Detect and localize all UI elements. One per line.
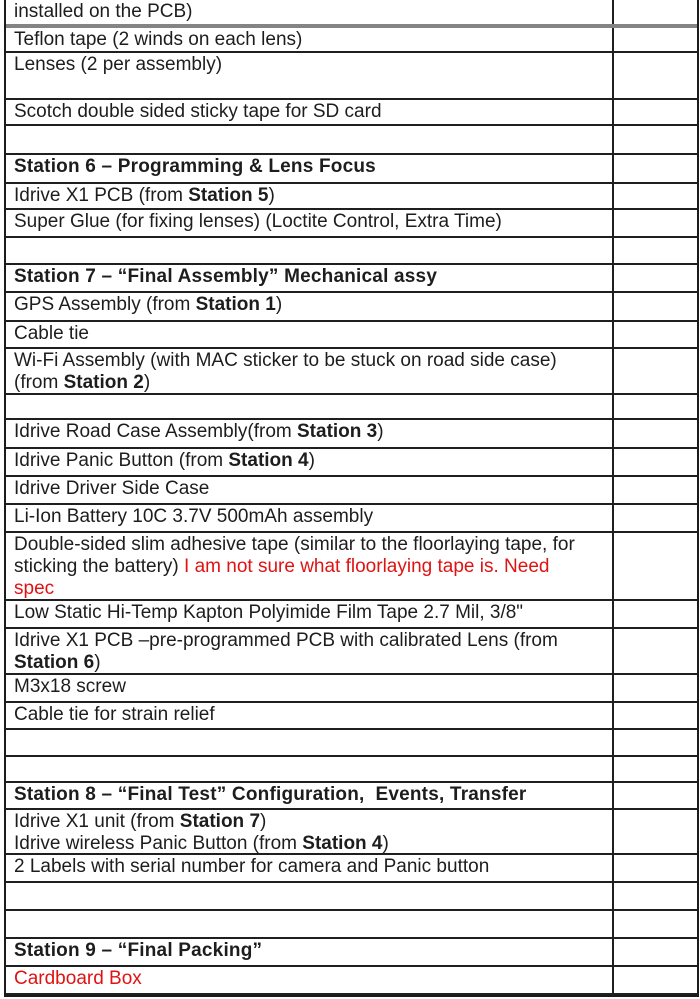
check-cell (614, 601, 697, 627)
plain-text: ) (94, 652, 101, 673)
bold-text: Station 6 – Programming & Lens Focus (14, 156, 376, 177)
section-header-cell (6, 155, 614, 182)
table-row (6, 601, 697, 629)
check-cell (614, 505, 697, 531)
text-line (14, 968, 606, 990)
text-line (14, 294, 606, 316)
plain-text: Idrive X1 unit (from (14, 811, 180, 832)
plain-text: ) (275, 294, 283, 315)
text-line (14, 940, 606, 962)
text-line (14, 101, 606, 123)
text-line (14, 372, 606, 393)
item-cell (6, 810, 614, 853)
table-row (6, 730, 697, 757)
item-cell (6, 0, 614, 24)
check-cell (614, 757, 697, 781)
plain-text: Teflon tape (2 winds on each lens) (14, 29, 303, 50)
item-cell (6, 126, 614, 153)
item-cell (6, 911, 614, 937)
text-line (14, 350, 606, 372)
plain-text: ) (382, 833, 389, 853)
text-line (14, 784, 606, 806)
table-row (6, 939, 697, 967)
bold-text: Station 1 (195, 294, 276, 315)
item-cell (6, 28, 614, 51)
table-row (6, 238, 697, 265)
item-cell (6, 883, 614, 909)
table-row (6, 322, 697, 349)
text-line (14, 856, 606, 878)
plain-text: ) (260, 811, 267, 832)
text-line (14, 450, 606, 472)
plain-text: Wi-Fi Assembly (with MAC sticker to be stuck on road side case) (14, 350, 557, 371)
check-cell (614, 53, 697, 98)
item-cell (6, 533, 614, 599)
plain-text: M3x18 screw (14, 676, 126, 697)
check-cell (614, 155, 697, 182)
bold-text: Station 3 (297, 421, 378, 442)
plain-text: 2 Labels with serial number for camera and Panic button (14, 856, 490, 877)
check-cell (614, 126, 697, 153)
text-line (14, 630, 606, 652)
check-cell (614, 855, 697, 881)
text-line (14, 534, 606, 556)
check-cell (614, 939, 697, 965)
text-line (14, 704, 606, 726)
plain-text: Cable tie for strain relief (14, 704, 215, 725)
bold-text: Station 6 (14, 652, 95, 673)
text-line (14, 652, 606, 673)
item-cell (6, 967, 614, 993)
text-line (14, 1, 606, 23)
table-row (6, 100, 697, 126)
table-row (6, 855, 697, 883)
text-line (14, 54, 606, 76)
table-row (6, 703, 697, 730)
table-row (6, 293, 697, 322)
plain-text: sticking the battery) (14, 556, 185, 577)
plain-text: Lenses (2 per assembly) (14, 54, 223, 75)
check-cell (614, 477, 697, 503)
table-row (6, 395, 697, 420)
bold-text: Station 7 – “Final Assembly” Mechanical assy (14, 266, 438, 287)
text-line (14, 323, 606, 345)
section-header-cell (6, 939, 614, 965)
text-line (14, 421, 606, 443)
table-row (6, 810, 697, 855)
check-cell (614, 449, 697, 475)
check-cell (614, 100, 697, 124)
text-line (14, 556, 606, 578)
check-cell (614, 703, 697, 728)
check-cell (614, 883, 697, 909)
bold-text: Station 4 (228, 450, 309, 471)
item-cell (6, 601, 614, 627)
table-row (6, 126, 697, 155)
check-cell (614, 730, 697, 755)
parts-table (4, 0, 699, 997)
item-cell (6, 53, 614, 98)
text-line (14, 29, 606, 51)
table-row (6, 629, 697, 675)
red-note-text: spec (14, 578, 55, 599)
table-row (6, 28, 697, 53)
table-row (6, 184, 697, 210)
check-cell (614, 629, 697, 673)
plain-text: Idrive X1 PCB –pre-programmed PCB with calibrated Lens (from (14, 630, 558, 651)
plain-text: Idrive X1 PCB (from (14, 185, 189, 206)
plain-text: Low Static Hi-Temp Kapton Polyimide Film Tape 2.7 Mil, 3/8" (14, 602, 524, 623)
item-cell (6, 349, 614, 393)
bold-text: Station 8 – “Final Test” Configuration, Events, Transfer (14, 784, 527, 805)
item-cell (6, 855, 614, 881)
item-cell (6, 210, 614, 236)
item-cell (6, 629, 614, 673)
text-line (14, 266, 606, 288)
check-cell (614, 675, 697, 701)
bold-text: Station 2 (63, 372, 144, 393)
item-cell (6, 477, 614, 503)
text-line (14, 156, 606, 178)
text-line (14, 211, 606, 233)
table-row (6, 533, 697, 601)
item-cell (6, 703, 614, 728)
check-cell (614, 533, 697, 599)
table-row (6, 155, 697, 184)
item-cell (6, 449, 614, 475)
table-row (6, 265, 697, 293)
plain-text: ) (268, 185, 275, 206)
table-row (6, 757, 697, 783)
check-cell (614, 184, 697, 208)
item-cell (6, 184, 614, 208)
item-cell (6, 293, 614, 320)
red-note-text: Cardboard Box (14, 968, 142, 989)
check-cell (614, 783, 697, 808)
check-cell (614, 210, 697, 236)
item-cell (6, 395, 614, 418)
text-line (14, 676, 606, 698)
table-row (6, 210, 697, 238)
item-cell (6, 675, 614, 701)
table-row (6, 675, 697, 703)
item-cell (6, 238, 614, 263)
item-cell (6, 420, 614, 447)
table-row (6, 449, 697, 477)
item-cell (6, 730, 614, 755)
text-line (14, 602, 606, 624)
plain-text: Li-Ion Battery 10C 3.7V 500mAh assembly (14, 506, 374, 527)
table-row (6, 783, 697, 810)
bold-text: Station 4 (302, 833, 383, 853)
item-cell (6, 322, 614, 347)
text-line (14, 478, 606, 500)
plain-text: ) (377, 421, 384, 442)
table-row (6, 477, 697, 505)
item-cell (6, 100, 614, 124)
plain-text: Super Glue (for fixing lenses) (Loctite Control, Extra Time) (14, 211, 502, 232)
plain-text: ) (308, 450, 315, 471)
bold-text: Station 7 (179, 811, 261, 832)
check-cell (614, 293, 697, 320)
text-line (14, 506, 606, 528)
plain-text: ) (143, 372, 151, 393)
red-note-text: I am not sure what floorlaying tape is. Need (184, 556, 550, 577)
table-row (6, 349, 697, 395)
check-cell (614, 395, 697, 418)
text-line (14, 185, 606, 207)
check-cell (614, 28, 697, 51)
plain-text: (from (14, 372, 64, 393)
plain-text: GPS Assembly (from (14, 294, 196, 315)
plain-text: Idrive Panic Button (from (14, 450, 229, 471)
bold-text: Station 9 – “Final Packing” (14, 940, 263, 961)
table-row (6, 911, 697, 939)
check-cell (614, 420, 697, 447)
table-row (6, 0, 697, 28)
table-row (6, 53, 697, 100)
check-cell (614, 238, 697, 263)
plain-text: Cable tie (14, 323, 89, 344)
section-header-cell (6, 265, 614, 291)
check-cell (614, 810, 697, 853)
table-row (6, 967, 697, 995)
text-line (14, 578, 606, 599)
text-line (14, 833, 606, 853)
plain-text: Scotch double sided sticky tape for SD card (14, 101, 382, 122)
item-cell (6, 505, 614, 531)
check-cell (614, 265, 697, 291)
plain-text: Idrive Road Case Assembly(from (14, 421, 297, 442)
plain-text: Idrive Driver Side Case (14, 478, 210, 499)
bold-text: Station 5 (188, 185, 269, 206)
table-row (6, 505, 697, 533)
text-line (14, 811, 606, 833)
plain-text: Double-sided slim adhesive tape (similar to the floorlaying tape, for (14, 534, 575, 555)
table-row (6, 420, 697, 449)
check-cell (614, 967, 697, 993)
table-row (6, 883, 697, 911)
section-header-cell (6, 783, 614, 808)
check-cell (614, 349, 697, 393)
item-cell (6, 757, 614, 781)
check-cell (614, 322, 697, 347)
plain-text: Idrive wireless Panic Button (from (14, 833, 303, 853)
plain-text: installed on the PCB) (14, 1, 193, 22)
check-cell (614, 0, 697, 24)
check-cell (614, 911, 697, 937)
